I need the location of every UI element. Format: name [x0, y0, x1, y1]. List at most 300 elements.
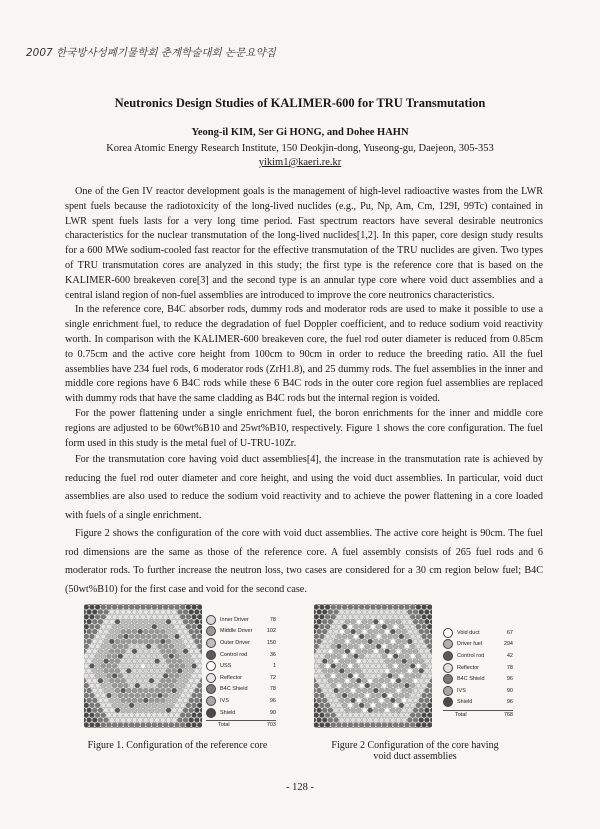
- figure2-assembly: [314, 624, 319, 629]
- figure1-assembly: [186, 703, 191, 708]
- figure2-assembly: [393, 703, 398, 708]
- figure1-assembly: [98, 668, 103, 673]
- figure1-assembly: [104, 698, 109, 703]
- figure1-assembly: [200, 639, 202, 644]
- figure1-assembly: [200, 678, 202, 683]
- figure2-assembly: [390, 659, 395, 664]
- figure1-assembly: [177, 698, 182, 703]
- figure2-assembly: [399, 654, 404, 659]
- figure1-legend: [206, 614, 276, 732]
- figure1-assembly: [106, 693, 111, 698]
- figure1-assembly: [104, 678, 109, 683]
- figure1-assembly: [149, 659, 154, 664]
- figure2-assembly: [382, 673, 387, 678]
- figure2-assembly: [399, 703, 404, 708]
- figure2-assembly: [402, 639, 407, 644]
- figure1-assembly: [138, 629, 143, 634]
- figure2-assembly: [339, 678, 344, 683]
- figure2-assembly: [396, 708, 401, 713]
- figure2-assembly: [345, 629, 350, 634]
- figure1-assembly: [200, 708, 202, 713]
- figure2-assembly: [362, 639, 367, 644]
- figure2-assembly: [314, 678, 316, 683]
- figure2-assembly: [419, 668, 424, 673]
- figure2-assembly: [339, 659, 344, 664]
- figure2-assembly: [359, 605, 364, 610]
- figure1-assembly: [84, 614, 89, 619]
- figure1-assembly: [87, 604, 92, 605]
- figure1-assembly: [118, 624, 123, 629]
- figure2-total-value: 768: [503, 712, 513, 719]
- figure1-assembly: [89, 722, 94, 727]
- figure1-assembly: [106, 605, 111, 610]
- figure2-assembly: [379, 678, 384, 683]
- figure1-assembly: [132, 668, 137, 673]
- figure2-assembly: [396, 688, 401, 693]
- figure2-assembly: [405, 664, 410, 669]
- figure2-assembly: [424, 649, 429, 654]
- figure1-assembly: [175, 644, 180, 649]
- figure1-assembly: [177, 604, 182, 605]
- figure2-assembly: [319, 703, 324, 708]
- figure2-legend-swatch: [443, 697, 453, 707]
- figure2-assembly: [356, 659, 361, 664]
- figure1-assembly: [192, 693, 197, 698]
- figure1-assembly: [172, 619, 177, 624]
- figure2-assembly: [371, 683, 376, 688]
- figure2-assembly: [376, 664, 381, 669]
- figure2-assembly: [365, 605, 370, 610]
- figure1-assembly: [126, 604, 131, 605]
- figure1-assembly: [87, 678, 92, 683]
- figure1-assembly: [180, 614, 185, 619]
- figure1-assembly: [132, 708, 137, 713]
- figure1-assembly: [158, 644, 163, 649]
- figure1-legend-count: 78: [269, 616, 276, 623]
- figure2-assembly: [427, 713, 432, 718]
- figure2-assembly: [351, 639, 356, 644]
- figure1-assembly: [166, 688, 171, 693]
- figure1-assembly: [197, 664, 202, 669]
- figure2-assembly: [422, 634, 427, 639]
- figure1-assembly: [149, 708, 154, 713]
- figure1-assembly: [129, 634, 134, 639]
- figure1-assembly: [180, 634, 185, 639]
- figure1-assembly: [126, 678, 131, 683]
- figure1-assembly: [183, 718, 188, 723]
- figure1-assembly: [180, 664, 185, 669]
- figure1-assembly: [197, 722, 202, 727]
- figure2-assembly: [413, 619, 418, 624]
- figure1-assembly: [169, 703, 174, 708]
- figure1-assembly: [104, 727, 109, 728]
- figure1-assembly: [132, 718, 137, 723]
- figure1-assembly: [183, 668, 188, 673]
- figure2-assembly: [390, 698, 395, 703]
- figure1-assembly: [155, 708, 160, 713]
- figure1-assembly: [166, 698, 171, 703]
- figure2-assembly: [342, 624, 347, 629]
- figure2-total-label: Total: [455, 712, 467, 719]
- figure1-legend-swatch: [206, 626, 216, 636]
- figure2-assembly: [334, 668, 339, 673]
- figure2-assembly: [365, 664, 370, 669]
- figure1-assembly: [177, 629, 182, 634]
- figure2-assembly: [402, 718, 407, 723]
- figure2-assembly: [419, 619, 424, 624]
- figure2-assembly: [359, 634, 364, 639]
- figure1-assembly: [175, 664, 180, 669]
- figure1-assembly: [180, 644, 185, 649]
- figure2-assembly: [399, 722, 404, 727]
- figure1-assembly: [143, 668, 148, 673]
- figure2-assembly: [430, 659, 432, 664]
- figure2-assembly: [334, 688, 339, 693]
- figure2-assembly: [371, 634, 376, 639]
- figure2-assembly: [353, 703, 358, 708]
- figure2-assembly: [393, 624, 398, 629]
- figure2-assembly: [422, 605, 427, 610]
- figure2-assembly: [385, 688, 390, 693]
- figure2-assembly: [362, 629, 367, 634]
- figure1-assembly: [89, 605, 94, 610]
- figure1-assembly: [194, 708, 199, 713]
- figure2-legend-item: [443, 650, 513, 662]
- figure2-assembly: [405, 683, 410, 688]
- figure2-assembly: [424, 639, 429, 644]
- figure2-assembly: [359, 664, 364, 669]
- figure2-assembly: [345, 619, 350, 624]
- figure2-assembly: [376, 614, 381, 619]
- figure2-assembly: [373, 629, 378, 634]
- figure2-assembly: [339, 649, 344, 654]
- figure2-assembly: [376, 654, 381, 659]
- figure2-assembly: [430, 718, 432, 723]
- figure1-assembly: [101, 722, 106, 727]
- figure1-assembly: [143, 604, 148, 605]
- figure2-legend-item: [443, 627, 513, 639]
- figure2-assembly: [385, 604, 390, 605]
- figure1-assembly: [189, 668, 194, 673]
- figure2-assembly: [405, 673, 410, 678]
- affiliation: Korea Atomic Energy Research Institute, 150 Deokjin-dong, Yuseong-gu, Daejeon, 305-353: [106, 143, 494, 154]
- figure1-assembly: [169, 673, 174, 678]
- figure1-legend-swatch: [206, 615, 216, 625]
- figure1-legend-label: B4C Shield: [220, 686, 248, 693]
- figure2-assembly: [322, 629, 327, 634]
- figure1-assembly: [135, 634, 140, 639]
- figure1-assembly: [186, 634, 191, 639]
- figure2-assembly: [345, 609, 350, 614]
- figure1-assembly: [143, 698, 148, 703]
- figure1-assembly: [146, 654, 151, 659]
- figure2-assembly: [365, 624, 370, 629]
- figure2-assembly: [365, 673, 370, 678]
- figure2-assembly: [419, 604, 424, 605]
- figure1-assembly: [115, 708, 120, 713]
- figure2-assembly: [422, 713, 427, 718]
- figure2-assembly: [382, 644, 387, 649]
- figure2-assembly: [362, 619, 367, 624]
- figure2-assembly: [325, 673, 330, 678]
- figure1-assembly: [87, 668, 92, 673]
- figure1-assembly: [129, 683, 134, 688]
- figure2-assembly: [368, 639, 373, 644]
- figure2-assembly: [396, 678, 401, 683]
- figure2-assembly: [336, 664, 341, 669]
- figure2-assembly: [416, 605, 421, 610]
- figure2-assembly: [388, 673, 393, 678]
- figure1-legend-item: [206, 637, 276, 649]
- figure2-assembly: [353, 673, 358, 678]
- figure2-assembly: [319, 654, 324, 659]
- figure2-assembly: [342, 654, 347, 659]
- figure1-assembly: [177, 708, 182, 713]
- figure1-assembly: [118, 634, 123, 639]
- figure1-assembly: [106, 654, 111, 659]
- figure1-assembly: [152, 654, 157, 659]
- figure1-assembly: [98, 659, 103, 664]
- figure1-assembly: [155, 688, 160, 693]
- figure2-assembly: [331, 605, 336, 610]
- figure2-assembly: [353, 693, 358, 698]
- figure1-assembly: [189, 678, 194, 683]
- figure1-assembly: [192, 683, 197, 688]
- figure1-assembly: [132, 619, 137, 624]
- figure2-assembly: [419, 727, 424, 728]
- figure1-assembly: [138, 678, 143, 683]
- figure1-assembly: [172, 629, 177, 634]
- figure2-assembly: [422, 673, 427, 678]
- figure2-assembly: [348, 654, 353, 659]
- figure2-assembly: [328, 668, 333, 673]
- figure1-assembly: [158, 614, 163, 619]
- figure1-assembly: [98, 718, 103, 723]
- figure1-assembly: [143, 659, 148, 664]
- figure2-assembly: [339, 727, 344, 728]
- figure2-assembly: [359, 624, 364, 629]
- figure1-assembly: [135, 703, 140, 708]
- figure1-assembly: [200, 609, 202, 614]
- figure1-assembly: [112, 722, 117, 727]
- figure2-assembly: [314, 668, 316, 673]
- figure1-assembly: [84, 698, 86, 703]
- figure1-assembly: [175, 614, 180, 619]
- figure2-legend: [443, 627, 513, 722]
- figure1-assembly: [95, 683, 100, 688]
- figure2-assembly: [348, 624, 353, 629]
- figure2-assembly: [331, 644, 336, 649]
- figure1-assembly: [169, 614, 174, 619]
- figure2-assembly: [416, 634, 421, 639]
- figure2-assembly: [359, 644, 364, 649]
- figure1-assembly: [92, 659, 97, 664]
- figure2-assembly: [314, 718, 316, 723]
- figure2-assembly: [382, 703, 387, 708]
- figure2-assembly: [331, 693, 336, 698]
- figure1-assembly: [87, 727, 92, 728]
- figure2-assembly: [390, 668, 395, 673]
- figure2-assembly: [348, 644, 353, 649]
- figure2-assembly: [336, 624, 341, 629]
- figure1-total-label: Total: [218, 722, 230, 729]
- figure1-assembly: [155, 639, 160, 644]
- figure2-assembly: [424, 708, 429, 713]
- figure2-assembly: [362, 708, 367, 713]
- figure1-assembly: [146, 624, 151, 629]
- figure2-assembly: [334, 604, 339, 605]
- figure1-assembly: [166, 718, 171, 723]
- figure2-assembly: [348, 634, 353, 639]
- figure2-assembly: [356, 609, 361, 614]
- figure2-assembly: [342, 644, 347, 649]
- figure1-assembly: [194, 604, 199, 605]
- figure1-assembly: [132, 609, 137, 614]
- figure2-legend-label: Shield: [457, 699, 473, 706]
- figure1-assembly: [135, 644, 140, 649]
- figure1-assembly: [175, 654, 180, 659]
- figure2-assembly: [342, 693, 347, 698]
- figure1-assembly: [129, 664, 134, 669]
- figure2-assembly: [336, 713, 341, 718]
- figure2-legend-label: IVS: [457, 687, 466, 694]
- figure2-assembly: [325, 722, 330, 727]
- figure1-legend-count: 150: [266, 639, 276, 646]
- figure1-assembly: [143, 619, 148, 624]
- figure1-assembly: [175, 713, 180, 718]
- figure2-assembly: [427, 673, 432, 678]
- figure1-assembly: [95, 644, 100, 649]
- figure1-assembly: [138, 718, 143, 723]
- figure2-assembly: [388, 722, 393, 727]
- figure1-assembly: [158, 664, 163, 669]
- figure2-assembly: [314, 644, 319, 649]
- figure1-legend-swatch: [206, 708, 216, 718]
- figure2-assembly: [371, 673, 376, 678]
- figure2-assembly: [402, 708, 407, 713]
- figure1-assembly: [160, 698, 165, 703]
- figure2-assembly: [413, 604, 418, 605]
- figure1-assembly: [163, 713, 168, 718]
- figure1-assembly: [200, 619, 202, 624]
- figure2-assembly: [396, 649, 401, 654]
- figure2-assembly: [322, 649, 327, 654]
- figure2-assembly: [317, 659, 322, 664]
- figure2-assembly: [373, 678, 378, 683]
- figure1-assembly: [155, 604, 160, 605]
- figure2-assembly: [410, 644, 415, 649]
- figure2-assembly: [407, 609, 412, 614]
- figure1-assembly: [149, 668, 154, 673]
- figure2-assembly: [396, 639, 401, 644]
- figure1-assembly: [121, 629, 126, 634]
- figure2-assembly: [345, 604, 350, 605]
- figure2-legend-item: [443, 673, 513, 685]
- figure1-assembly: [98, 708, 103, 713]
- figure1-legend-item: [206, 614, 276, 626]
- figure2-legend-item: [443, 685, 513, 697]
- figure1-assembly: [194, 678, 199, 683]
- figure2-assembly: [376, 605, 381, 610]
- figure1-assembly: [146, 703, 151, 708]
- figure2-assembly: [334, 609, 339, 614]
- figure1-assembly: [138, 639, 143, 644]
- figure2-assembly: [348, 614, 353, 619]
- figure2-caption-line2: void duct assemblies: [373, 751, 457, 762]
- figure2-assembly: [317, 649, 322, 654]
- figure2-assembly: [339, 698, 344, 703]
- figure2-assembly: [314, 634, 319, 639]
- figure1-assembly: [92, 727, 97, 728]
- figure2-assembly: [385, 727, 390, 728]
- figure2-assembly: [419, 629, 424, 634]
- figure2-assembly: [390, 639, 395, 644]
- figure1-assembly: [118, 644, 123, 649]
- figure1-assembly: [112, 664, 117, 669]
- figure2-assembly: [334, 718, 339, 723]
- figure2-assembly: [319, 673, 324, 678]
- figure2-assembly: [427, 654, 432, 659]
- figure2-assembly: [331, 703, 336, 708]
- figure1-assembly: [166, 639, 171, 644]
- figure1-assembly: [84, 673, 89, 678]
- figure1-assembly: [163, 624, 168, 629]
- figure1-assembly: [172, 688, 177, 693]
- figure2-legend-item: [443, 662, 513, 674]
- figure1-assembly: [180, 654, 185, 659]
- figure1-assembly: [118, 713, 123, 718]
- figure1-assembly: [169, 713, 174, 718]
- figure1-assembly: [180, 605, 185, 610]
- figure2-assembly: [376, 624, 381, 629]
- figure1-assembly: [192, 673, 197, 678]
- figure2-assembly: [322, 688, 327, 693]
- figure1-assembly: [84, 634, 89, 639]
- figure1-assembly: [101, 644, 106, 649]
- email-link[interactable]: yikim1@kaeri.re.kr: [258, 157, 342, 168]
- figure2-assembly: [379, 639, 384, 644]
- figure1-assembly: [172, 718, 177, 723]
- figure2-assembly: [356, 708, 361, 713]
- figure1-assembly: [106, 664, 111, 669]
- figure2-assembly: [422, 683, 427, 688]
- figure2-assembly: [424, 727, 429, 728]
- figure1-assembly: [92, 619, 97, 624]
- figure2-legend-swatch: [443, 686, 453, 696]
- figure1-assembly: [106, 722, 111, 727]
- figure1-assembly: [92, 604, 97, 605]
- figure1-assembly: [84, 644, 89, 649]
- figure1-assembly: [84, 703, 89, 708]
- figure1-assembly: [175, 634, 180, 639]
- figure2-assembly: [390, 629, 395, 634]
- figure2-assembly: [373, 727, 378, 728]
- figure2-assembly: [379, 609, 384, 614]
- figure1-assembly: [118, 703, 123, 708]
- figure2-assembly: [422, 722, 427, 727]
- figure1-assembly: [106, 703, 111, 708]
- figure2-assembly: [402, 609, 407, 614]
- figure1-legend-count: 96: [269, 697, 276, 704]
- figure1-assembly: [200, 688, 202, 693]
- figure1-assembly: [129, 713, 134, 718]
- figure1-assembly: [95, 614, 100, 619]
- figure2-assembly: [407, 629, 412, 634]
- figure2-assembly: [334, 727, 339, 728]
- figure2-assembly: [416, 624, 421, 629]
- figure1-assembly: [152, 693, 157, 698]
- figure1-assembly: [158, 693, 163, 698]
